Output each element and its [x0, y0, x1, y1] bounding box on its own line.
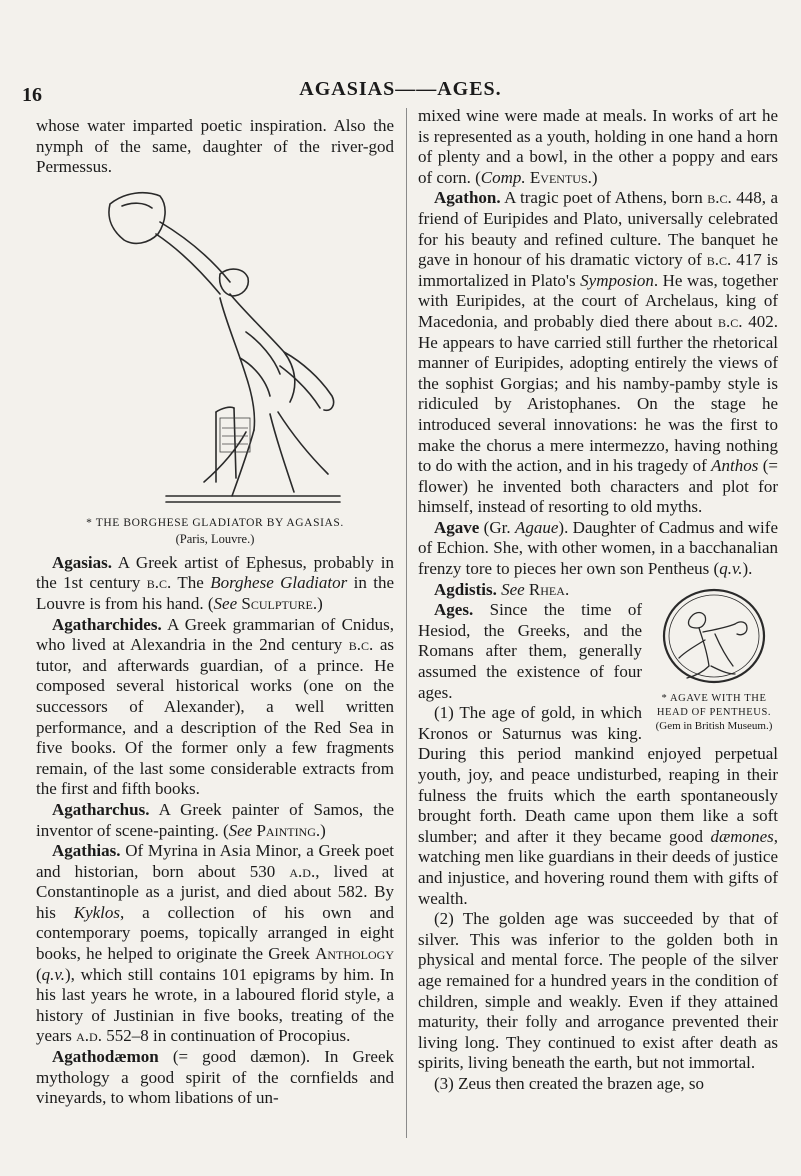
- see-label: See: [213, 593, 238, 613]
- figure-agave-gem: [650, 582, 778, 733]
- headword: Ages.: [434, 600, 474, 620]
- headword: Agdistis.: [434, 579, 497, 599]
- entry-text: . He was, together with Euripides, at the court of Archelaus, king of Macedonia, and probably died there about: [418, 270, 778, 331]
- cross-reference: Rhea: [528, 579, 565, 599]
- entry-text: , lived at Constantinople as a jurist, and died about 582. By his: [36, 861, 395, 922]
- figure-caption: * THE BORGHESE GLADIATOR BY AGASIAS.: [86, 516, 344, 529]
- entry-agathon: [418, 188, 778, 518]
- entry-text: Since the time of Hesiod, the Greeks, and the Romans after them, generally assumed the existence of four ages.: [418, 600, 642, 702]
- entry-text: (= good dæmon). In Greek mythology a good spirit of the cornfields and vineyards, to whom libations of un-: [36, 1047, 394, 1108]
- headword: Agasias.: [52, 552, 112, 572]
- work-title: Symposion: [580, 270, 654, 290]
- era-abbrev: a.d.: [76, 1026, 102, 1046]
- entry-text: in the Louvre is from his hand. (: [36, 573, 394, 613]
- entry-agatharchides: [36, 615, 394, 800]
- era-abbrev: b.c.: [707, 188, 732, 208]
- entry-text: ), which still contains 101 epigrams by him. In his last years he wrote, in a laboured florid style, a history of Justinian in five books, treating of the years: [36, 964, 394, 1046]
- entry-text: A tragic poet of Athens, born: [500, 188, 708, 208]
- entry-text: .: [564, 579, 570, 599]
- headword: Agatharchus.: [52, 799, 150, 819]
- entry-text: (= flower) he invented both characters and plot for himself, instead of resorting to old myths.: [418, 456, 778, 517]
- figure-credit: (Gem in British Museum.): [655, 719, 773, 732]
- left-column: [36, 116, 394, 1109]
- ages-brazen: (3) Zeus then created the brazen age, so: [434, 1073, 704, 1093]
- era-abbrev: b.c.: [718, 311, 743, 331]
- figure-borghese-gladiator: [36, 182, 394, 547]
- column-divider: [406, 108, 407, 1138]
- greek-term: dæmones: [710, 826, 774, 846]
- right-column: [418, 106, 778, 1095]
- work-title: Kyklos: [73, 902, 121, 922]
- entry-text: .): [315, 820, 326, 840]
- headword: Agatharchides.: [52, 614, 162, 634]
- running-head: AGASIAS——AGES.: [299, 78, 502, 100]
- work-title: Borghese Gladiator: [210, 573, 348, 593]
- headword: Agathodæmon: [52, 1047, 159, 1067]
- entry-text: A Greek grammarian of Cnidus, who lived at Alexandria in the 2nd century: [36, 614, 394, 655]
- figure-caption: * AGAVE WITH THE HEAD OF PENTHEUS.: [656, 692, 772, 718]
- era-abbrev: b.c.: [706, 250, 732, 270]
- headword: Agathias.: [52, 841, 121, 861]
- compare-label: Comp.: [480, 167, 526, 187]
- cross-reference: Anthology: [315, 944, 394, 964]
- entry-text: Of Myrina in Asia Minor, a Greek poet and historian, born about 530: [36, 841, 394, 881]
- entry-agasias: [36, 553, 394, 615]
- quod-vide: q.v.: [719, 559, 743, 579]
- headword: Agathon.: [434, 188, 501, 208]
- cross-reference: Painting: [256, 820, 316, 840]
- agave-gem-illustration: [655, 582, 773, 690]
- entry-text: .): [587, 167, 598, 187]
- era-abbrev: a.d.: [289, 861, 316, 881]
- entry-text: A Greek artist of Ephesus, probably in the 1st century: [36, 552, 394, 593]
- entry-text: as tutor, and afterwards guardian, of a prince. He composed several historical works (one on the successors of Alexander), a well written performance, and a description of the Red Sea in five books. Of the former only a few fragments remain, of the last some considerable extracts from the first and fifth books.: [36, 635, 394, 799]
- quod-vide: q.v.: [41, 964, 65, 984]
- cross-reference: Sculpture: [241, 593, 313, 613]
- entry-text: 448, a friend of Euripides and Plato, universally celebrated for his beauty and refined culture. The banquet he gave in honour of his dramatic victory of: [418, 188, 778, 270]
- entry-text: 552–8 in continuation of Procopius.: [101, 1026, 351, 1046]
- figure-credit: (Paris, Louvre.): [175, 531, 255, 546]
- paragraph-continuation: [418, 106, 778, 188]
- page-number: 16: [22, 84, 42, 106]
- entry-text: , watching men like guardians in their deeds of justice and injustice, and hovering round them with gifts of wealth.: [418, 826, 778, 908]
- ages-gold: [418, 703, 778, 909]
- paragraph-continuation: whose water imparted poetic inspiration. Also the nymph of the same, daughter of the river-god Permessus.: [36, 116, 394, 177]
- entry-text: A Greek painter of Samos, the inventor of scene-painting. (: [36, 799, 394, 840]
- era-abbrev: b.c.: [348, 635, 374, 655]
- greek-form: Agaue: [514, 517, 559, 537]
- entry-agathias: Agathias. Of Myrina in Asia Minor, a Greek poet and historian, born about 530 a.d., lived at Constantinople as a jurist, and died about 582. By his Kyklos, a collection of his own and contemporary poems, topically arranged in eight books, he helped to originate the Greek Anthology (q.v.), which still contains 101 epigrams by him. In his last years he wrote, in a laboured florid style, a history of Justinian in five books, treating of the years a.d. 552–8 in continuation of Procopius.: [36, 841, 395, 1046]
- entry-text: mixed wine were made at meals. In works of art he is represented as a youth, holding in one hand a horn of plenty and a bowl, in the other a poppy and ears of corn. (: [418, 106, 778, 187]
- headword: Agave: [434, 517, 480, 537]
- entry-agatharchus: [36, 800, 394, 841]
- see-label: See: [228, 820, 253, 840]
- era-abbrev: b.c.: [146, 573, 172, 593]
- work-title: Anthos: [711, 456, 759, 476]
- see-label: See: [501, 579, 525, 599]
- entry-text: 417 is immortalized in Plato's: [418, 250, 778, 290]
- ages-silver: (2) The golden age was succeeded by that of silver. This was inferior to the golden both in physical and mental force. The people of the silver age remained for a hundred years in the condition of children, simple and weakly. Even if they attained maturity, their folly and arrogance prevented their living long. They continued to exist after death as spirits, living beneath the earth, but not immortal.: [418, 909, 778, 1073]
- entry-text: .): [312, 593, 323, 613]
- entry-text: , a collection of his own and contemporary poems, topically arranged in eight books, he helped to originate the Greek: [36, 902, 394, 964]
- entry-text: ).: [742, 559, 753, 579]
- entry-text: The: [171, 573, 211, 593]
- entry-text: 402. He appears to have carried still further the rhetorical manner of Euripides, adopting entirely the views of the sophist Gorgias; and his namby-pamby style is ridiculed by Aristophanes. On the stage he introduced several innovations: he was the first to make the chorus a mere intermezzo, having nothing to do with the action, and in his tragedy of: [418, 311, 779, 476]
- entry-agave: [418, 518, 778, 580]
- entry-text: (1) The age of gold, in which Kronos or Saturnus was king. During this period mankind enjoyed perpetual youth, joy, and peace undisturbed, reaping in their fulness the fruits which the earth spontaneously brought forth. Death came upon them like a soft slumber; and after it they became good: [418, 703, 778, 846]
- gladiator-statue-illustration: [70, 182, 360, 512]
- entry-text: (Gr.: [479, 517, 515, 537]
- entry-agathodaemon: [36, 1047, 394, 1109]
- entry-text: ). Daughter of Cadmus and wife of Echion. She, with other women, in a bacchanalian frenzy tore to pieces her own son Pentheus (: [418, 517, 778, 579]
- cross-reference: Eventus: [529, 167, 588, 187]
